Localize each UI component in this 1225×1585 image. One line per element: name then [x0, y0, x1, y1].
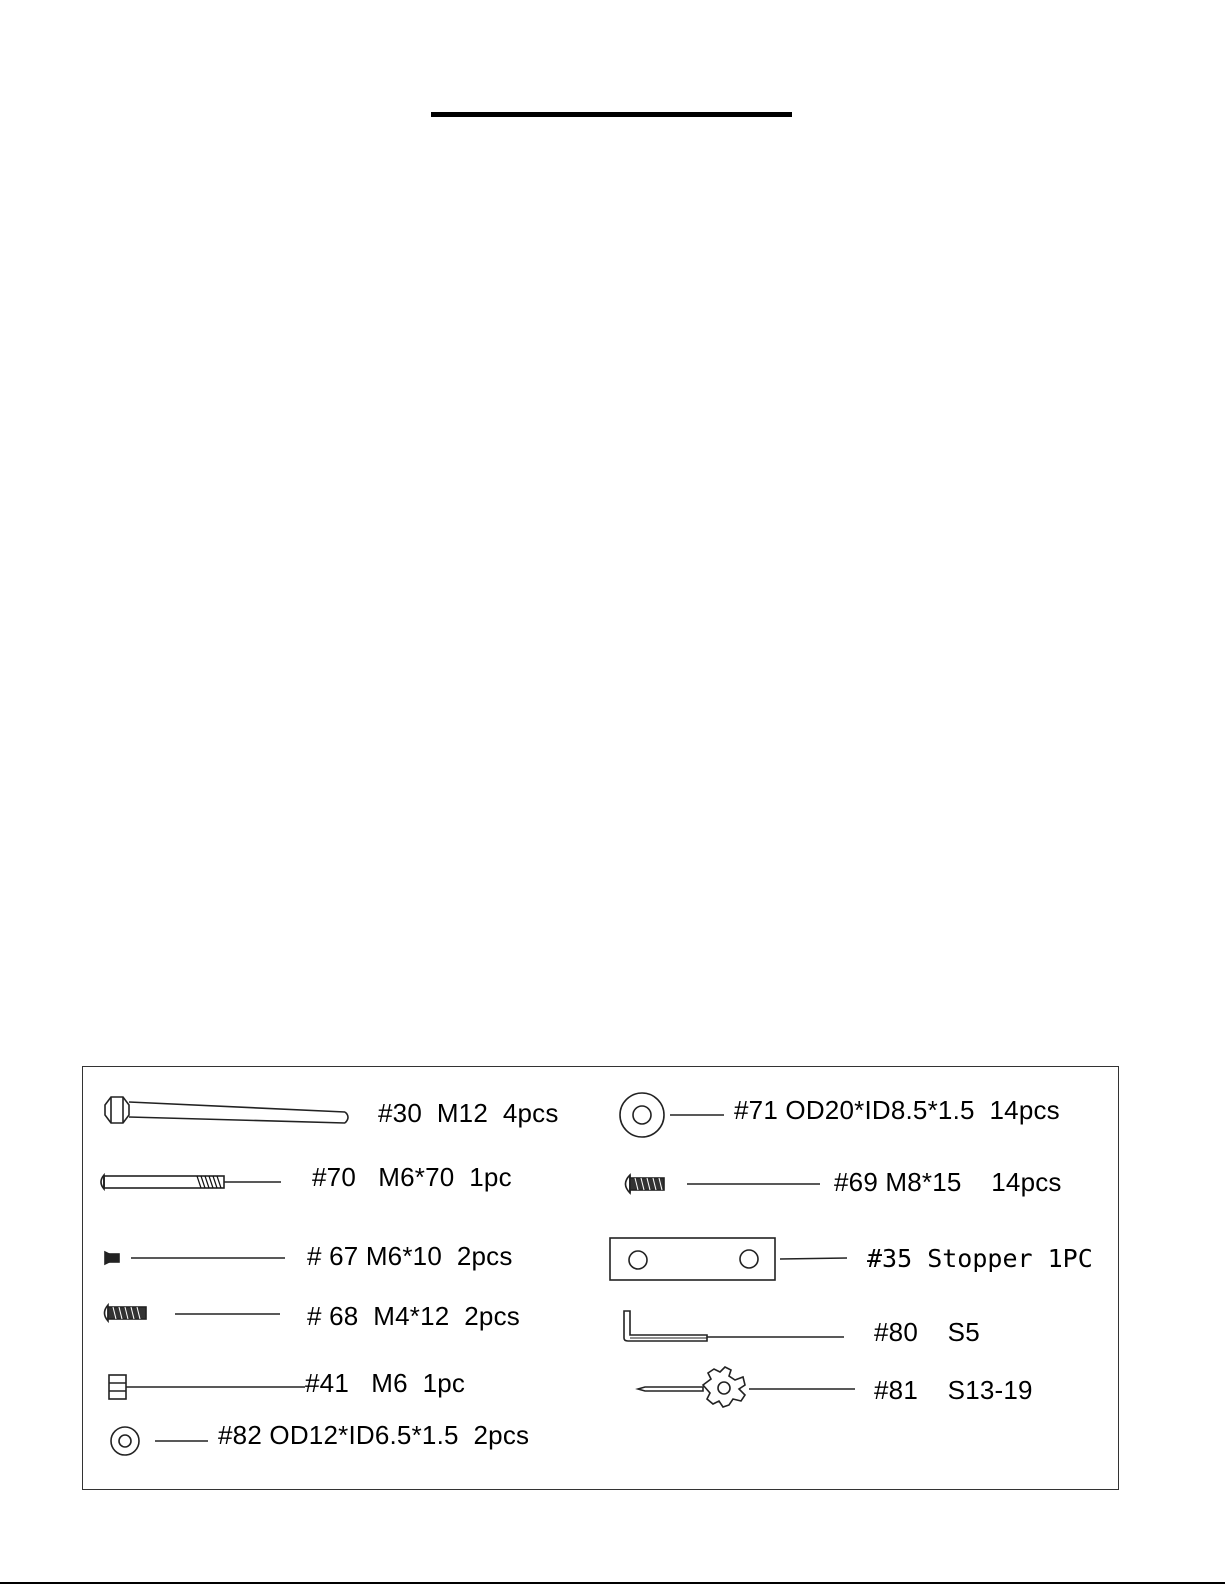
hardware-pack-box: [82, 1066, 1119, 1490]
title-underline: [431, 112, 792, 117]
label-item-69: #69 M8*15 14pcs: [834, 1167, 1062, 1197]
label-item-82: #82 OD12*ID6.5*1.5 2pcs: [218, 1420, 530, 1450]
hex-key-s5-icon: [624, 1311, 844, 1341]
label-item-41: #41 M6 1pc: [305, 1368, 466, 1398]
bolt-m8x15-icon: [626, 1175, 821, 1193]
nut-m6-icon: [109, 1375, 305, 1399]
label-item-80: #80 S5: [874, 1317, 980, 1347]
label-item-30: #30 M12 4pcs: [378, 1098, 559, 1128]
label-item-67: # 67 M6*10 2pcs: [307, 1241, 513, 1271]
screw-m6x10-icon: [105, 1252, 285, 1264]
multi-wrench-s13-19-icon: [638, 1367, 855, 1407]
label-item-71: #71 OD20*ID8.5*1.5 14pcs: [734, 1095, 1060, 1125]
bolt-m6x70-icon: [101, 1175, 281, 1189]
screw-m4x12-icon: [105, 1305, 281, 1321]
washer-od20-icon: [620, 1093, 724, 1137]
hex-bolt-m12-icon: [105, 1097, 348, 1123]
page-bottom-rule: [0, 1582, 1225, 1584]
washer-od12-icon: [111, 1427, 208, 1455]
label-item-68: # 68 M4*12 2pcs: [307, 1301, 520, 1331]
label-item-81: #81 S13-19: [874, 1375, 1033, 1405]
stopper-plate-icon: [610, 1238, 847, 1280]
label-item-70: #70 M6*70 1pc: [312, 1162, 512, 1192]
label-item-35: #35 Stopper 1PC: [867, 1244, 1093, 1273]
